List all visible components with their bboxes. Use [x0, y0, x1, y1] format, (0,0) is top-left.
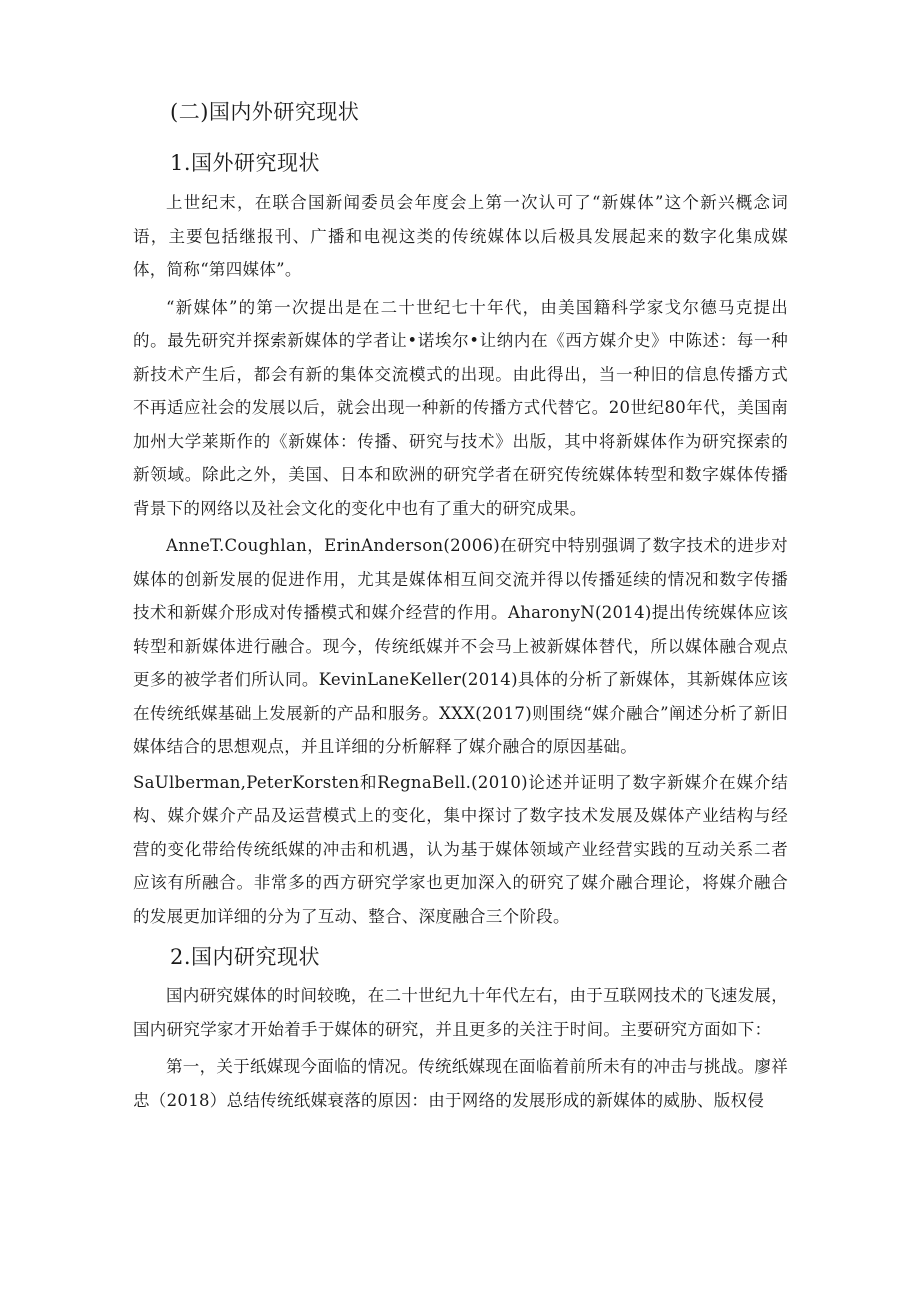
foreign-paragraph-1: 上世纪末，在联合国新闻委员会年度会上第一次认可了“新媒体”这个新兴概念词语，主要包括继报刊、广播和电视这类的传统媒体以后极具发展起来的数字化集成媒体，简称“第四媒体”。: [133, 193, 788, 279]
foreign-paragraph-4: SaUlberman,PeterKorsten和RegnaBell.(2010)论述并证明了数字新媒介在媒介结构、媒介媒介产品及运营模式上的变化，集中探讨了数字技术发展及媒体产业结构与经营的变化带给传统纸媒的冲击和机遇，认为基于媒体领域产业经营实践的互动关系二者应该有所融合。非常多的西方研究学家也更加深入的研究了媒介融合理论，将媒介融合的发展更加详细的分为了互动、整合、深度融合三个阶段。: [133, 772, 788, 926]
domestic-research-heading: 2.国内研究现状: [170, 945, 321, 969]
section-title: (二)国内外研究现状: [170, 100, 360, 124]
foreign-paragraph-2: “新媒体”的第一次提出是在二十世纪七十年代，由美国籍科学家戈尔德马克提出的。最先研究并探索新媒体的学者让•诺埃尔•让纳内在《西方媒介史》中陈述：每一种新技术产生后，都会有新的集体交流模式的出现。由此得出，当一种旧的信息传播方式不再适应社会的发展以后，就会出现一种新的传播方式代替它。20世纪80年代，美国南加州大学莱斯作的《新媒体：传播、研究与技术》出版，其中将新媒体作为研究探索的新领域。除此之外，美国、日本和欧洲的研究学者在研究传统媒体转型和数字媒体传播背景下的网络以及社会文化的变化中也有了重大的研究成果。: [133, 297, 788, 518]
foreign-paragraph-3: AnneT.Coughlan，ErinAnderson(2006)在研究中特别强调了数字技术的进步对媒体的创新发展的促进作用，尤其是媒体相互间交流并得以传播延续的情况和数字传播技术和新媒介形成对传播模式和媒介经营的作用。AharonyN(2014)提出传统媒体应该转型和新媒体进行融合。现今，传统纸媒并不会马上被新媒体替代，所以媒体融合观点更多的被学者们所认同。KevinLaneKeller(2014)具体的分析了新媒体，其新媒体应该在传统纸媒基础上发展新的产品和服务。XXX(2017)则围绕“媒介融合”阐述分析了新旧媒体结合的思想观点，并且详细的分析解释了媒介融合的原因基础。: [133, 536, 788, 756]
foreign-research-heading: 1.国外研究现状: [170, 151, 321, 175]
domestic-paragraph-1: 国内研究媒体的时间较晚，在二十世纪九十年代左右，由于互联网技术的飞速发展，国内研究学家才开始着手于媒体的研究，并且更多的关注于时间。主要研究方面如下：: [133, 986, 788, 1039]
document-body: [133, 97, 788, 1121]
domestic-paragraph-2: 第一，关于纸媒现今面临的情况。传统纸媒现在面临着前所未有的冲击与挑战。廖祥忠（2018）总结传统纸媒衰落的原因：由于网络的发展形成的新媒体的威胁、版权侵: [133, 1057, 788, 1110]
